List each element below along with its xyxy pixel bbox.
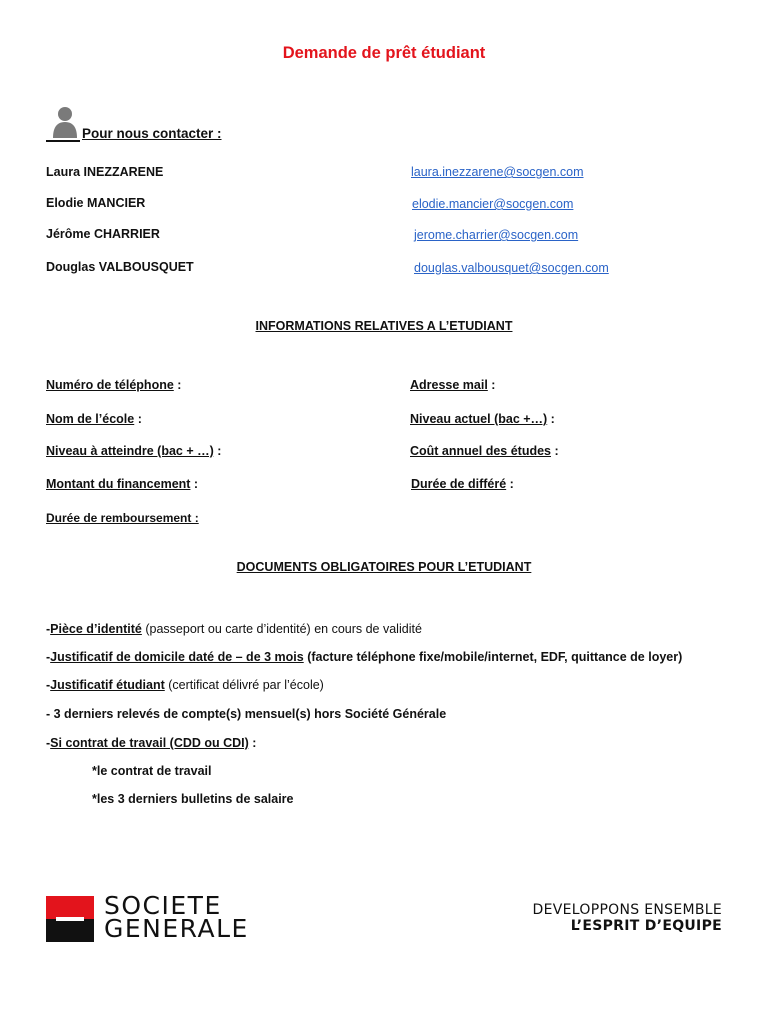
contact-email-link[interactable]: douglas.valbousquet@socgen.com [414, 261, 609, 275]
item-detail: (passeport ou carte d’identité) en cours de validité [141, 622, 422, 636]
item-detail: - 3 derniers relevés de compte(s) mensuel(s) hors Société Générale [46, 707, 447, 721]
field-separator: : [547, 412, 555, 426]
contact-email-link[interactable]: laura.inezzarene@socgen.com [411, 165, 584, 179]
item-detail: (certificat délivré par l’école) [164, 678, 324, 692]
societe-generale-logo [46, 891, 286, 944]
person-icon [52, 106, 78, 138]
document-title: Demande de prêt étudiant [282, 44, 486, 62]
field-amount [46, 477, 198, 491]
item-detail: (facture téléphone fixe/mobile/internet, EDF, quittance de loyer) [303, 650, 683, 664]
documents-heading: DOCUMENTS OBLIGATOIRES POUR L’ETUDIANT [236, 560, 532, 574]
item-prefix: - [46, 736, 51, 750]
field-label: Numéro de téléphone [46, 378, 174, 392]
field-label: Niveau actuel (bac +…) [410, 412, 548, 426]
logo-wordmark [104, 891, 249, 943]
field-school [46, 412, 142, 426]
contact-name: Jérôme CHARRIER [46, 227, 160, 241]
field-email [410, 378, 495, 392]
field-label: Montant du financement [46, 477, 191, 491]
field-separator: : [173, 378, 182, 392]
contact-name: Laura INEZZARENE [46, 165, 164, 179]
item-prefix: - [46, 622, 51, 636]
document-item [46, 736, 256, 750]
contact-name: Elodie MANCIER [46, 196, 146, 210]
student-info-heading: INFORMATIONS RELATIVES A L’ETUDIANT [255, 319, 513, 333]
field-separator: : [487, 378, 496, 392]
field-label: Niveau à atteindre (bac + …) [46, 444, 214, 458]
item-key: Pièce d’identité [50, 622, 142, 636]
field-repayment [46, 511, 199, 525]
item-detail: : [248, 736, 257, 750]
field-label: Durée de différé [411, 477, 507, 491]
field-current-level [410, 412, 555, 426]
field-separator: : [190, 477, 199, 491]
field-label: Adresse mail [410, 378, 488, 392]
field-annual-cost [410, 444, 559, 458]
item-key: Justificatif étudiant [50, 678, 165, 692]
document-item [46, 678, 324, 692]
document-item [46, 707, 446, 721]
item-prefix: - [46, 678, 51, 692]
field-separator: : [134, 412, 142, 426]
document-sub-item: *les 3 derniers bulletins de salaire [92, 792, 294, 806]
document-sub-item: *le contrat de travail [92, 764, 212, 778]
field-target-level [46, 444, 221, 458]
document-item [46, 622, 422, 636]
slogan [533, 902, 722, 934]
field-separator: : [551, 444, 559, 458]
contact-heading-label: Pour nous contacter : [82, 126, 222, 141]
document-item [46, 650, 682, 664]
slogan-line: DEVELOPPONS ENSEMBLE [532, 902, 722, 918]
field-phone [46, 378, 181, 392]
logo-line: GENERALE [104, 914, 249, 943]
contact-email-link[interactable]: elodie.mancier@socgen.com [412, 197, 574, 211]
field-label: Nom de l’école [46, 412, 135, 426]
contact-heading [46, 106, 236, 146]
field-separator: : [506, 477, 514, 491]
field-label: Coût annuel des études [410, 444, 551, 458]
contact-name: Douglas VALBOUSQUET [46, 260, 194, 274]
field-separator: : [213, 444, 222, 458]
item-key: Si contrat de travail (CDD ou CDI) [50, 736, 249, 750]
field-label: Durée de remboursement : [46, 511, 199, 525]
item-key: Justificatif de domicile daté de – de 3 mois [50, 650, 304, 664]
logo-line: SOCIETE [104, 891, 222, 920]
item-prefix: - [46, 650, 51, 664]
slogan-line: L’ESPRIT D’EQUIPE [570, 918, 722, 934]
field-deferral [411, 477, 514, 491]
heading-rule [46, 140, 80, 142]
contact-email-link[interactable]: jerome.charrier@socgen.com [414, 228, 579, 242]
logo-square-icon [46, 896, 94, 942]
